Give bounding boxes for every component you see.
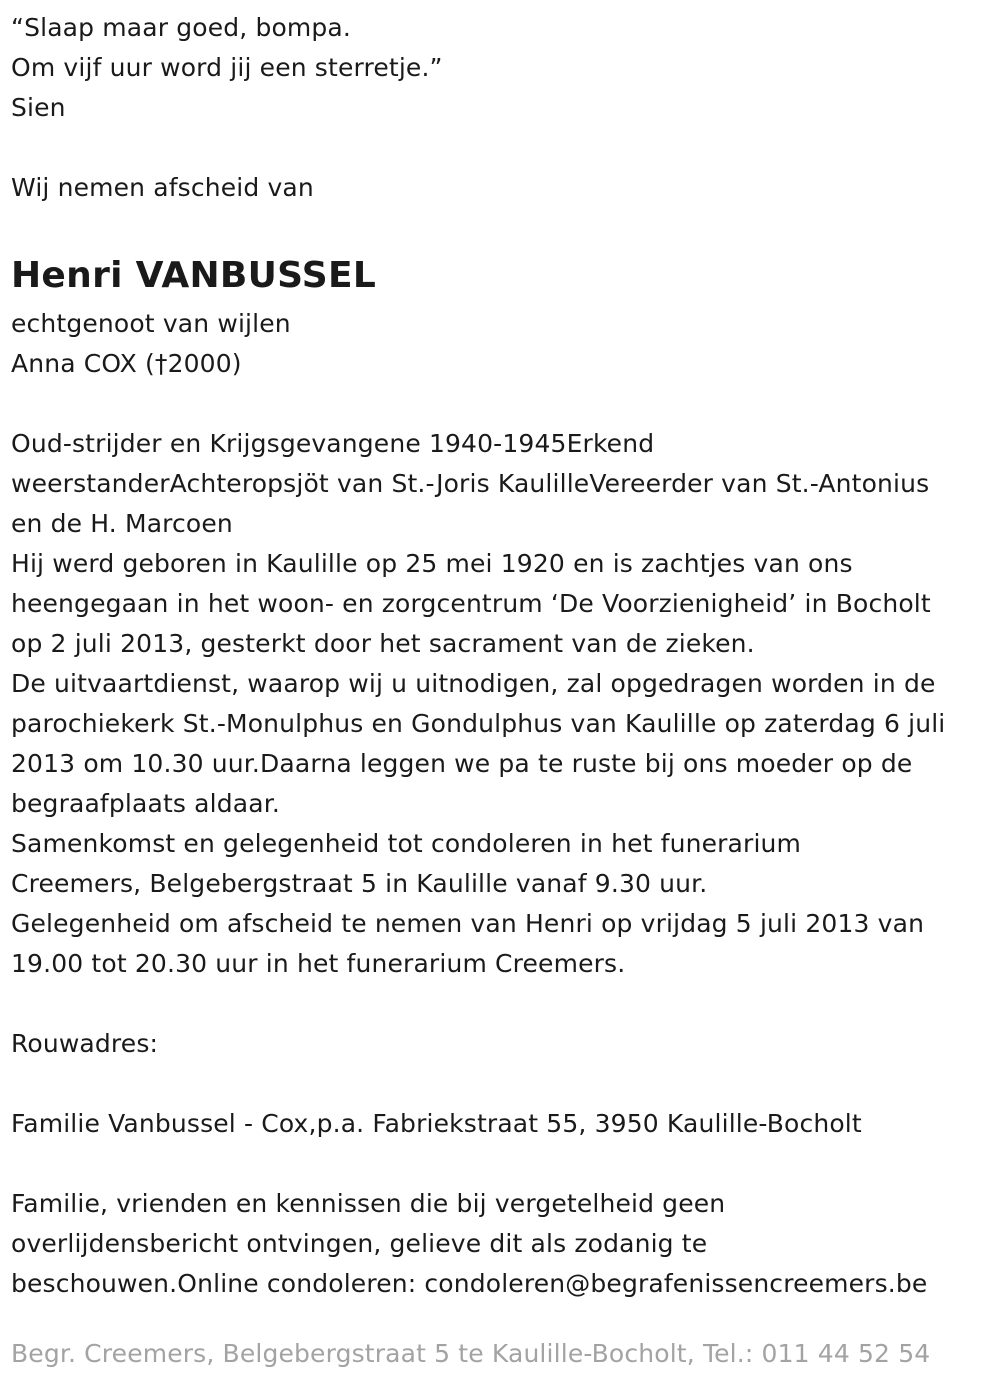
deceased-relation: echtgenoot van wijlen	[11, 309, 291, 338]
intro-text: Wij nemen afscheid van	[11, 173, 314, 202]
closing-line: beschouwen.Online condoleren: condoleren@begrafenissencreemers.be	[11, 1269, 928, 1298]
spacer	[11, 208, 991, 248]
death-notice	[11, 8, 991, 1304]
deceased-spouse: Anna COX (†2000)	[11, 349, 242, 378]
body-line: en de H. Marcoen	[11, 509, 233, 538]
quote-signature: Sien	[11, 93, 66, 122]
closing-line: overlijdensbericht ontvingen, gelieve dit als zodanig te	[11, 1229, 708, 1258]
body-line: begraafplaats aldaar.	[11, 789, 280, 818]
body-line: Creemers, Belgebergstraat 5 in Kaulille vanaf 9.30 uur.	[11, 869, 708, 898]
deceased-name: Henri VANBUSSEL	[11, 255, 377, 296]
body-line: Gelegenheid om afscheid te nemen van Henri op vrijdag 5 juli 2013 van	[11, 909, 925, 938]
body-line: 2013 om 10.30 uur.Daarna leggen we pa te ruste bij ons moeder op de	[11, 749, 913, 778]
quote-line-1: “Slaap maar goed, bompa.	[11, 13, 352, 42]
body-line: heengegaan in het woon- en zorgcentrum ‘De Voorzienigheid’ in Bocholt	[11, 589, 931, 618]
body-line: 19.00 tot 20.30 uur in het funerarium Creemers.	[11, 949, 626, 978]
funeral-home-footer: Begr. Creemers, Belgebergstraat 5 te Kaulille-Bocholt, Tel.: 011 44 52 54	[11, 1339, 931, 1368]
spacer	[11, 384, 991, 424]
spacer	[11, 128, 991, 168]
spacer	[11, 1144, 991, 1184]
body-line: Oud-strijder en Krijgsgevangene 1940-1945Erkend	[11, 429, 655, 458]
body-line: op 2 juli 2013, gesterkt door het sacrament van de zieken.	[11, 629, 755, 658]
quote-line-2: Om vijf uur word jij een sterretje.”	[11, 53, 443, 82]
body-line: De uitvaartdienst, waarop wij u uitnodigen, zal opgedragen worden in de	[11, 669, 936, 698]
body-line: weerstanderAchteropsjöt van St.-Joris KaulilleVereerder van St.-Antonius	[11, 469, 930, 498]
closing-line: Familie, vrienden en kennissen die bij vergetelheid geen	[11, 1189, 726, 1218]
body-line: parochiekerk St.-Monulphus en Gondulphus van Kaulille op zaterdag 6 juli	[11, 709, 946, 738]
spacer	[11, 1064, 991, 1104]
spacer	[11, 984, 991, 1024]
body-line: Hij werd geboren in Kaulille op 25 mei 1920 en is zachtjes van ons	[11, 549, 853, 578]
address-label: Rouwadres:	[11, 1029, 159, 1058]
address-value: Familie Vanbussel - Cox,p.a. Fabriekstraat 55, 3950 Kaulille-Bocholt	[11, 1109, 862, 1138]
body-line: Samenkomst en gelegenheid tot condoleren in het funerarium	[11, 829, 802, 858]
